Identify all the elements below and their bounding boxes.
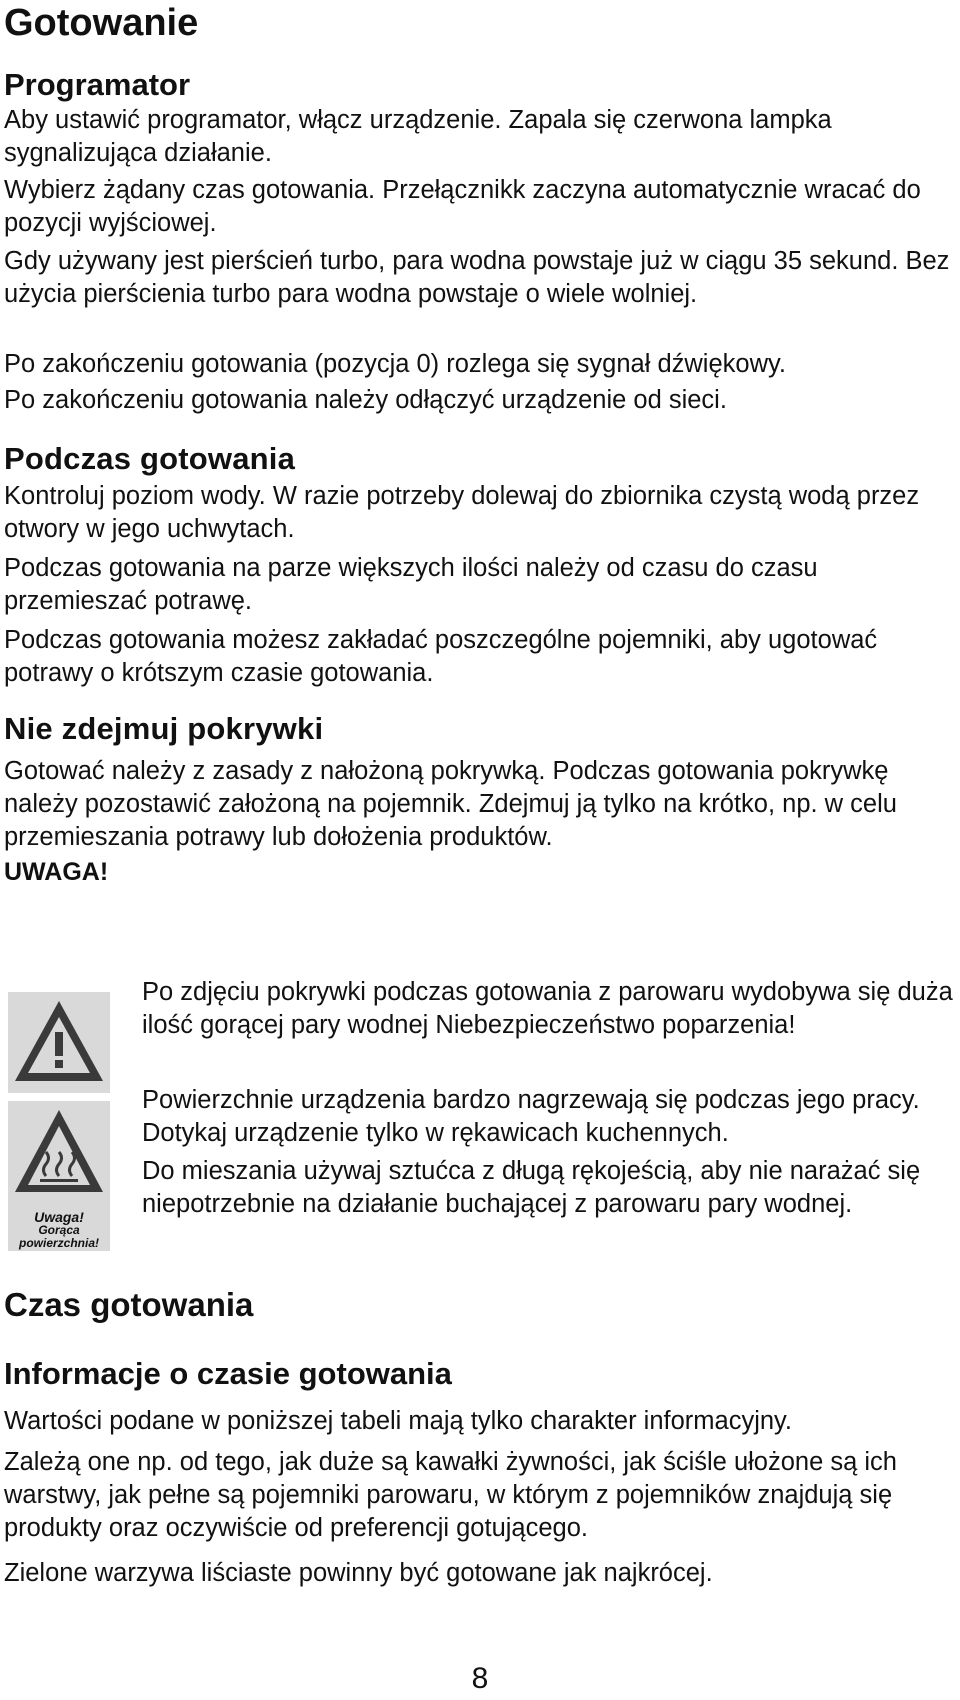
hot-icon-caption: powierzchnia! xyxy=(18,1236,99,1250)
paragraph: Zielone warzywa liściaste powinny być gotowane jak najkrócej. xyxy=(4,1559,713,1587)
paragraph: Kontroluj poziom wody. W razie potrzeby dolewaj do zbiornika czystą wodą przez otwory w jego uchwytach. xyxy=(4,482,920,543)
paragraph: Gotować należy z zasady z nałożoną pokrywką. Podczas gotowania pokrywkę należy pozostawić założoną na pojemnik. Zdejmuj ją tylko na krótko, np. w celu przemieszania potrawy lub dołożenia produktów. xyxy=(4,757,897,851)
hot-icon-caption: Uwaga! xyxy=(34,1209,84,1225)
warning-paragraph: Powierzchnie urządzenia bardzo nagrzewają się podczas jego pracy. Dotykaj urządzenie tylko w rękawicach kuchennych. xyxy=(142,1086,920,1147)
warning-paragraph: Po zdjęciu pokrywki podczas gotowania z parowaru wydobywa się duża ilość gorącej pary wodnej Niebezpieczeństwo poparzenia! xyxy=(142,978,953,1039)
page-title: Gotowanie xyxy=(4,2,199,44)
section-heading-programator: Programator xyxy=(4,67,191,102)
subsection-heading-informacje: Informacje o czasie gotowania xyxy=(4,1356,452,1391)
paragraph: Podczas gotowania na parze większych ilości należy od czasu do czasu przemieszać potrawę. xyxy=(4,554,818,615)
paragraph: Wybierz żądany czas gotowania. Przełącznikk zaczyna automatycznie wracać do pozycji wyjściowej. xyxy=(4,176,921,237)
paragraph: Wartości podane w poniższej tabeli mają tylko charakter informacyjny. xyxy=(4,1407,792,1435)
paragraph: Gdy używany jest pierścień turbo, para wodna powstaje już w ciągu 35 sekund. Bez użycia pierścienia turbo para wodna powstaje o wiele wolniej. xyxy=(4,247,950,308)
page-number: 8 xyxy=(471,1662,489,1695)
warning-triangle-icon xyxy=(8,992,110,1093)
warning-paragraph: Do mieszania używaj sztućca z długą rękojeścią, aby nie narażać się niepotrzebnie na działanie buchającej z parowaru pary wodnej. xyxy=(142,1157,921,1218)
hot-surface-icon xyxy=(8,1101,110,1251)
paragraph: Zależą one np. od tego, jak duże są kawałki żywności, jak ściśle ułożone są ich warstwy, jak pełne są pojemniki parowaru, w którym z pojemników znajdują się produkty oraz oczywiście od preferencji gotującego. xyxy=(4,1448,897,1542)
section-heading-czas: Czas gotowania xyxy=(4,1286,254,1323)
paragraph: Podczas gotowania możesz zakładać poszczególne pojemniki, aby ugotować potrawy o krótszym czasie gotowania. xyxy=(4,626,878,687)
hot-icon-caption: Gorąca xyxy=(38,1223,80,1237)
paragraph: Po zakończeniu gotowania należy odłączyć urządzenie od sieci. xyxy=(4,386,727,414)
section-heading-pokrywka: Nie zdejmuj pokrywki xyxy=(4,711,324,746)
warning-label: UWAGA! xyxy=(4,858,109,886)
paragraph: Po zakończeniu gotowania (pozycja 0) rozlega się sygnał dźwiękowy. xyxy=(4,350,786,378)
section-heading-podczas: Podczas gotowania xyxy=(4,441,296,476)
paragraph: Aby ustawić programator, włącz urządzenie. Zapala się czerwona lampka sygnalizująca działanie. xyxy=(4,106,832,167)
